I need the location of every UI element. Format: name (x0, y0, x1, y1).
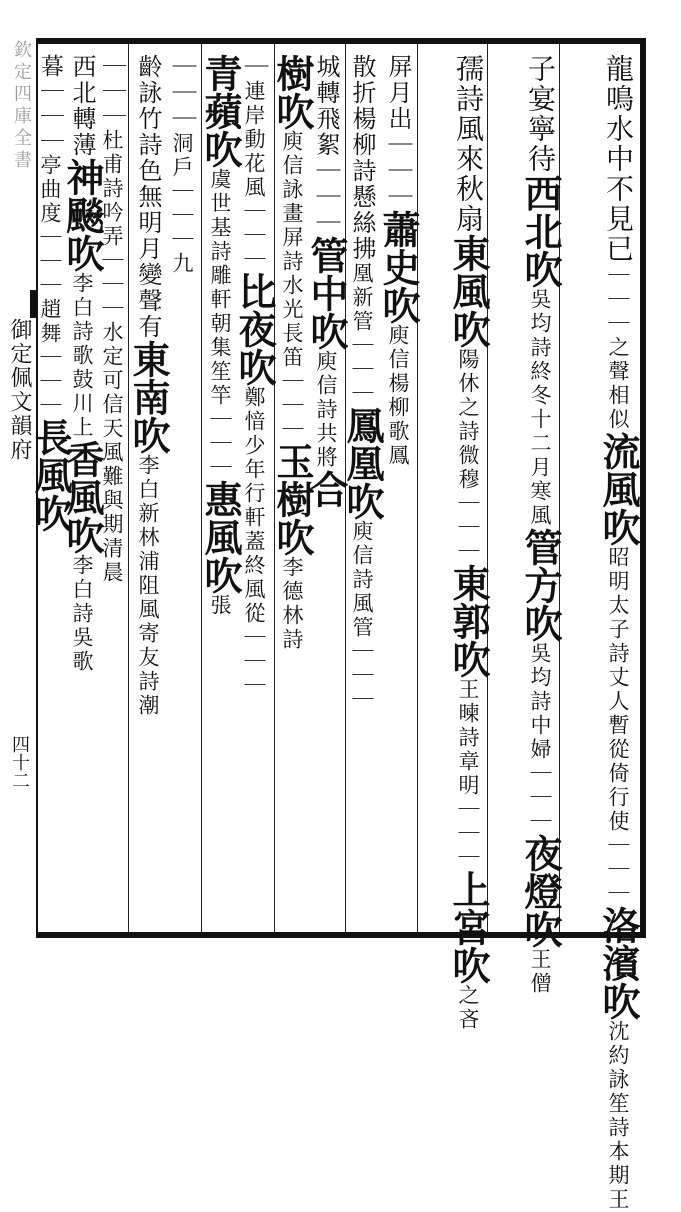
text-column-4: 屏月出｜｜｜蕭史吹庾信楊柳歌鳳 (376, 54, 421, 468)
text-column-7: 樹吹庾信詠畫屏詩水光長笛｜｜｜玉樹吹李德林詩 (270, 54, 315, 652)
page-number: 四十二 (9, 735, 30, 789)
text-column-1: 龍鳴水中不見已｜｜｜之聲相似流風吹昭明太子詩丈人暫從倚行使｜｜｜洛濱吹沈約詠笙詩本期王 (596, 54, 641, 1212)
text-column-11: 齡詠竹詩色無明月變聲有東南吹李白新林浦阻風寄友詩潮 (126, 54, 171, 718)
text-column-10: ｜｜｜洞戶｜｜｜九 (168, 54, 196, 276)
text-column-2: 子宴寧待西北吹吳均詩終冬十二月寒風管方吹吳均詩中婦｜｜｜夜燈吹王僧 (518, 54, 563, 996)
text-column-13: 西北轉薄神飈吹李白詩歌鼓川上香風吹李白詩吳歌 (60, 54, 105, 674)
text-column-12: ｜｜｜杜甫詩吟弄｜｜｜水定可信天風難與期清晨 (99, 54, 125, 585)
text-column-14: 暮｜｜｜亭曲度｜｜｜趙舞｜｜｜長風吹 (28, 54, 73, 532)
text-column-9: 青蘋吹虞世基詩雕軒朝集笙竿｜｜｜惠風吹張 (198, 54, 243, 618)
text-column-5: 散折楊柳詩懸絲拂凰新管｜｜｜鳳凰吹庾信詩風管｜｜｜ (340, 54, 385, 712)
text-column-3: 孺詩風來秋扇東風吹陽休之詩微穆｜｜｜東郭吹王暕詩章明｜｜｜上宮吹之吝 (446, 54, 491, 1032)
gutter-header: 欽定四庫全書 (11, 40, 32, 172)
book-title: 御定佩文韻府 (7, 318, 32, 462)
text-column-6: 城轉飛絮｜｜｜管中吹庾信詩共將合 (304, 54, 349, 508)
text-column-8: ｜連岸動花風｜｜｜比夜吹鄭愔少年行軒蓋終風從｜｜｜ (232, 54, 277, 698)
